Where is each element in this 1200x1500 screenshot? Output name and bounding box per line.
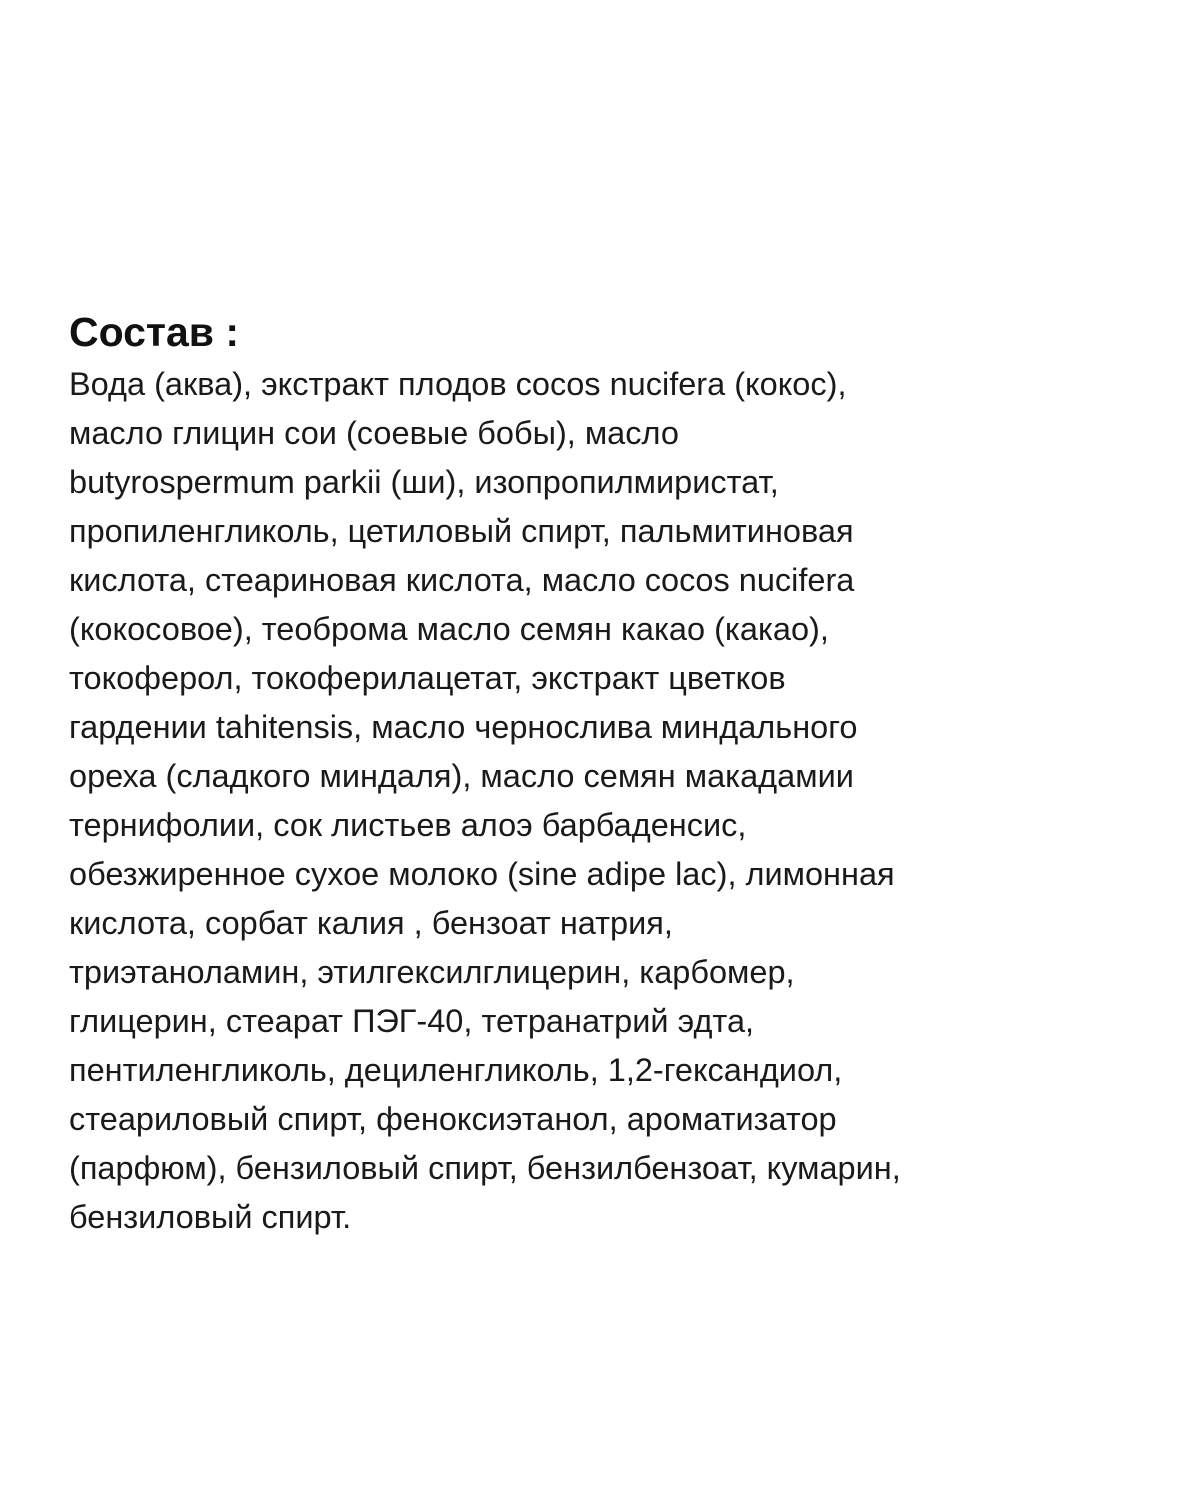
ingredients-line: тернифолии, сок листьев алоэ барбаденсис, — [69, 807, 747, 843]
ingredients-line: стеариловый спирт, феноксиэтанол, ароматизатор — [69, 1101, 837, 1137]
ingredients-line: ореха (сладкого миндаля), масло семян макадамии — [69, 758, 854, 794]
ingredients-line: пропиленгликоль, цетиловый спирт, пальмитиновая — [69, 513, 854, 549]
ingredients-line: бензиловый спирт. — [69, 1199, 352, 1235]
ingredients-line: глицерин, стеарат ПЭГ-40, тетранатрий эдта, — [69, 1003, 755, 1039]
ingredients-line: обезжиренное сухое молоко (sine adipe lac), лимонная — [69, 856, 895, 892]
ingredients-line: триэтаноламин, этилгексилглицерин, карбомер, — [69, 954, 795, 990]
ingredients-line: токоферол, токоферилацетат, экстракт цветков — [69, 660, 786, 696]
ingredients-line: butyrospermum parkii (ши), изопропилмиристат, — [69, 464, 779, 500]
ingredients-text — [69, 360, 1149, 1242]
ingredients-line: Вода (аква), экстракт плодов cocos nucifera (кокос), — [69, 366, 847, 402]
ingredients-line: кислота, сорбат калия , бензоат натрия, — [69, 905, 673, 941]
ingredients-line: (парфюм), бензиловый спирт, бензилбензоат, кумарин, — [69, 1150, 901, 1186]
ingredients-line: гардении tahitensis, масло чернослива миндального — [69, 709, 858, 745]
ingredients-line: масло глицин сои (соевые бобы), масло — [69, 415, 679, 451]
ingredients-block — [69, 306, 1149, 1242]
ingredients-line: кислота, стеариновая кислота, масло cocos nucifera — [69, 562, 855, 598]
ingredients-line: пентиленгликоль, дециленгликоль, 1,2-гександиол, — [69, 1052, 843, 1088]
section-title: Состав : — [69, 309, 240, 355]
ingredients-line: (кокосовое), теоброма масло семян какао (какао), — [69, 611, 829, 647]
